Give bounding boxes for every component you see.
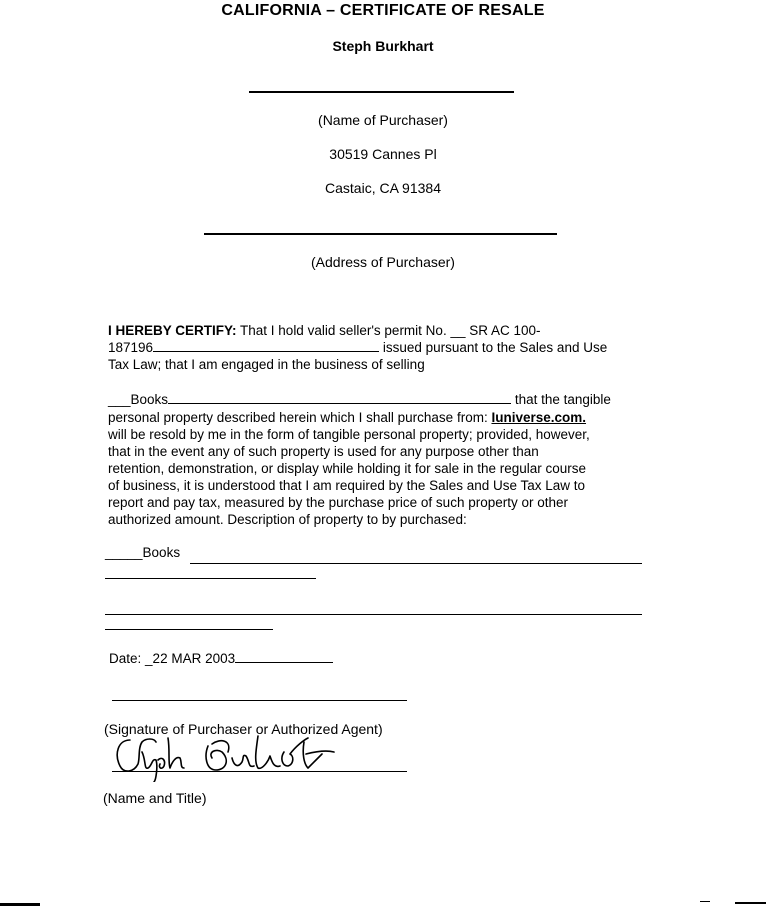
business-line-3: will be resold by me in the form of tangible personal property; provided, however, [108, 427, 590, 442]
name-and-title-caption: (Name and Title) [103, 790, 207, 806]
business-prefix: ___ [108, 392, 131, 407]
scan-edge-mark-right-2 [735, 902, 766, 904]
business-line-8: authorized amount. Description of property to by purchased: [108, 512, 467, 527]
issued-pursuant-text: issued pursuant to the Sales and Use [382, 340, 608, 355]
permit-number-end: 187196 [108, 340, 154, 355]
signature-rule [112, 700, 407, 701]
business-line-7: report and pay tax, measured by the purchase price of such property or other [108, 495, 569, 510]
date-rule [235, 662, 333, 663]
business-item-rule [168, 403, 511, 404]
business-item: Books [130, 392, 169, 407]
description-item: Books [142, 545, 181, 560]
description-rule-2 [105, 578, 316, 579]
description-prefix: _____ [105, 545, 143, 560]
description-line-1 [105, 545, 180, 562]
business-line-4: that in the event any of such property is used for any purpose other than [108, 444, 539, 459]
signature-caption: (Signature of Purchaser or Authorized Agent) [104, 721, 383, 737]
certify-line-1 [108, 323, 541, 340]
address-rule [204, 233, 557, 235]
certify-lead: I HEREBY CERTIFY: [108, 323, 237, 338]
purchaser-name-rule [249, 91, 514, 93]
vendor-name: Iuniverse.com. [491, 410, 587, 425]
purchase-from-text: personal property described herein which I shall purchase from: [108, 410, 488, 425]
address-line-1: 30519 Cannes Pl [329, 146, 437, 162]
date-value: _22 MAR 2003 [145, 651, 236, 666]
permit-number-rule [153, 351, 379, 352]
scan-edge-mark-right-1 [700, 901, 710, 902]
certify-line-3: Tax Law; that I am engaged in the business of selling [108, 357, 425, 372]
tangible-text: that the tangible [514, 392, 611, 407]
business-line-5: retention, demonstration, or display while holding it for sale in the regular course [108, 461, 587, 476]
name-of-purchaser-caption: (Name of Purchaser) [318, 112, 448, 128]
certify-permit-text: That I hold valid seller's permit No. __ SR AC 100- [240, 323, 541, 338]
description-rule-1 [190, 563, 642, 564]
address-line-2: Castaic, CA 91384 [325, 180, 441, 196]
date-line [109, 651, 333, 668]
name-title-rule [112, 771, 407, 772]
handwritten-signature [108, 732, 408, 782]
business-line-2 [108, 410, 586, 427]
purchaser-name: Steph Burkhart [332, 38, 434, 54]
business-line-1 [108, 392, 611, 409]
document-title: CALIFORNIA – CERTIFICATE OF RESALE [221, 2, 545, 19]
description-rule-3 [105, 614, 642, 615]
description-rule-4 [105, 629, 273, 630]
certify-line-2 [108, 340, 607, 357]
address-of-purchaser-caption: (Address of Purchaser) [311, 254, 455, 270]
business-line-6: of business, it is understood that I am required by the Sales and Use Tax Law to [108, 478, 586, 493]
date-label: Date: [109, 651, 142, 666]
